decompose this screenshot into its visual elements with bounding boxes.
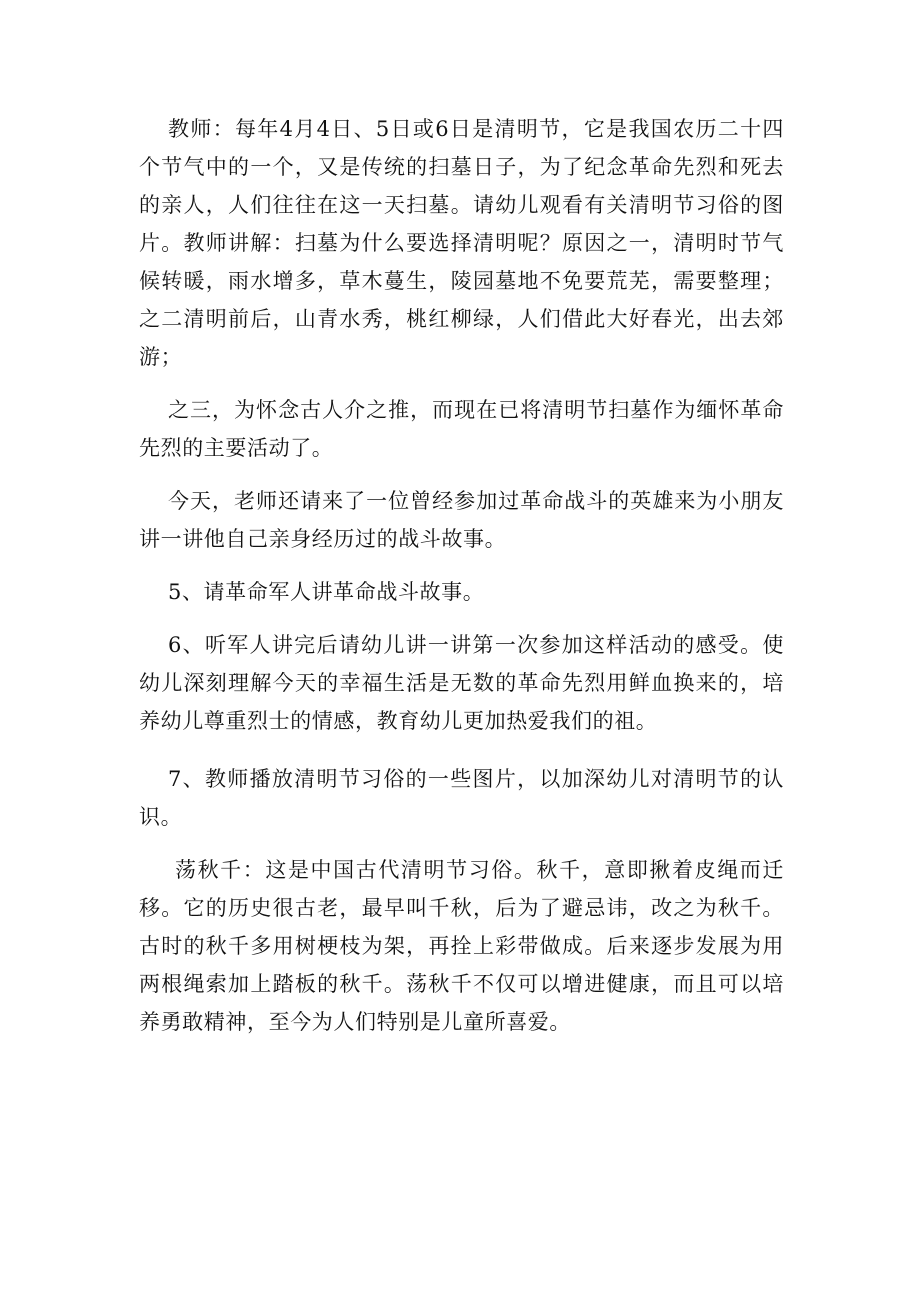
paragraph-hero-invitation: 今天，老师还请来了一位曾经参加过革命战斗的英雄来为小朋友讲一讲他自己亲身经历过的战斗故事。 [139,489,784,551]
paragraph-swing-custom: 荡秋千：这是中国古代清明节习俗。秋千，意即揪着皮绳而迁移。它的历史很古老，最早叫千秋，后为了避忌讳，改之为秋千。古时的秋千多用树梗枝为架，再拴上彩带做成。后来逐步发展为用两根绳索加上踏板的秋千。荡秋千不仅可以增进健康，而且可以培养勇敢精神，至今为人们特别是儿童所喜爱。 [139,858,784,1034]
list-item-step-5: 5、请革命军人讲革命战斗故事。 [168,580,485,604]
paragraph-qingming-intro: 教师：每年4月4日、5日或6日是清明节，它是我国农历二十四个节气中的一个，又是传统的扫墓日子，为了纪念革命先烈和死去的亲人，人们往往在这一天扫墓。请幼儿观看有关清明节习俗的图片。教师讲解：扫墓为什么要选择清明呢？原因之一，清明时节气候转暖，雨水增多，草木蔓生，陵园墓地不免要荒芜，需要整理；之二清明前后，山青水秀，桃红柳绿，人们借此大好春光，出去郊游； [139,117,784,369]
paragraph-reason-three: 之三，为怀念古人介之推，而现在已将清明节扫墓作为缅怀革命先烈的主要活动了。 [139,398,784,460]
document-body [139,110,784,1056]
list-item-step-7: 7、教师播放清明节习俗的一些图片，以加深幼儿对清明节的认识。 [139,767,784,829]
list-item-step-6: 6、听军人讲完后请幼儿讲一讲第一次参加这样活动的感受。使幼儿深刻理解今天的幸福生活是无数的革命先烈用鲜血换来的，培养幼儿尊重烈士的情感，教育幼儿更加热爱我们的祖。 [139,633,784,733]
